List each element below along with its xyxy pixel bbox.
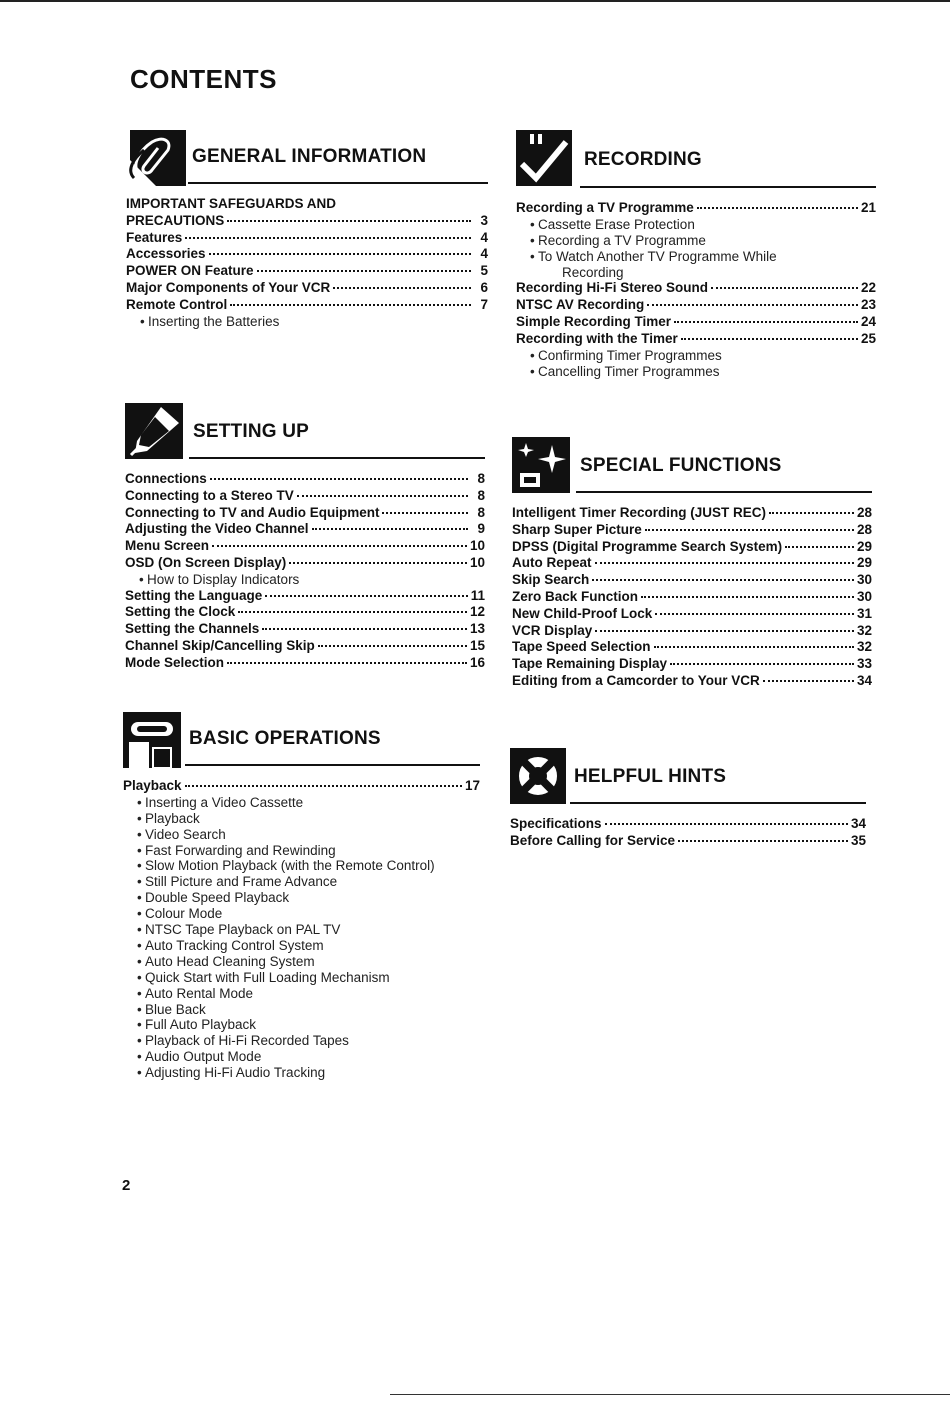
toc-subitem bbox=[516, 348, 876, 364]
toc-subitem bbox=[123, 827, 480, 843]
dot-leader bbox=[605, 823, 848, 825]
toc-subitem-label: Playback of Hi-Fi Recorded Tapes bbox=[145, 1033, 349, 1049]
toc-subitem-label: To Watch Another TV Programme While bbox=[538, 248, 777, 264]
toc-entry[interactable] bbox=[512, 522, 872, 539]
toc-subitem-label: Still Picture and Frame Advance bbox=[145, 874, 338, 890]
dot-leader bbox=[230, 304, 471, 306]
toc-subitem bbox=[516, 217, 876, 233]
dot-leader bbox=[655, 613, 854, 615]
toc-entry[interactable] bbox=[126, 280, 488, 297]
toc-subitem bbox=[516, 249, 876, 265]
dot-leader bbox=[262, 628, 467, 630]
toc-subitem-label: How to Display Indicators bbox=[147, 571, 300, 587]
toc-entry-label: Remote Control bbox=[126, 296, 228, 312]
dot-leader bbox=[333, 287, 471, 289]
toc-entry-page: 12 bbox=[469, 604, 485, 620]
toc-entry[interactable] bbox=[512, 589, 872, 606]
toc-entry[interactable] bbox=[516, 280, 876, 297]
bullet-icon: • bbox=[140, 313, 145, 329]
toc-subitem-label: Auto Tracking Control System bbox=[145, 937, 324, 953]
checkmark-tv-icon bbox=[516, 130, 572, 186]
toc-subitem bbox=[123, 843, 480, 859]
toc-entry-page: 7 bbox=[480, 296, 488, 312]
toc-entry-label: OSD (On Screen Display) bbox=[125, 554, 287, 570]
toc-entry-label: Mode Selection bbox=[125, 654, 225, 670]
section-header bbox=[510, 748, 866, 808]
toc-entry-page: 9 bbox=[477, 521, 485, 537]
bottom-rule bbox=[390, 1394, 950, 1395]
toc-subitem bbox=[123, 1002, 480, 1018]
toc-entry-page: 28 bbox=[856, 521, 872, 537]
toc-entry-label: Connecting to a Stereo TV bbox=[125, 487, 294, 503]
bullet-icon: • bbox=[137, 794, 142, 810]
toc-entry-label: Before Calling for Service bbox=[510, 832, 676, 848]
toc-entry-page: 11 bbox=[470, 587, 485, 603]
bullet-icon: • bbox=[137, 858, 142, 874]
toc-subitem-label: Video Search bbox=[145, 826, 226, 842]
bullet-icon: • bbox=[137, 953, 142, 969]
dot-leader bbox=[595, 630, 854, 632]
toc-entry-label: Accessories bbox=[126, 246, 206, 262]
toc-entry[interactable] bbox=[126, 213, 488, 230]
bullet-icon: • bbox=[137, 842, 142, 858]
toc-entry[interactable] bbox=[125, 555, 485, 572]
toc-subitem-label: Auto Rental Mode bbox=[145, 985, 254, 1001]
bullet-icon: • bbox=[137, 890, 142, 906]
toc-subitem-label: NTSC Tape Playback on PAL TV bbox=[145, 922, 341, 938]
bullet-icon: • bbox=[530, 232, 535, 248]
toc-entry-label: Recording Hi-Fi Stereo Sound bbox=[516, 280, 709, 296]
bullet-icon: • bbox=[137, 874, 142, 890]
toc-subitem bbox=[125, 572, 485, 588]
toc-entry-page: 10 bbox=[469, 538, 485, 554]
toc-entry[interactable] bbox=[516, 314, 876, 331]
toc-entry[interactable] bbox=[126, 263, 488, 280]
section-header bbox=[125, 403, 485, 463]
toc-entry-label: VCR Display bbox=[512, 622, 593, 638]
toc-entry-label: Playback bbox=[123, 778, 182, 793]
toc-subitem bbox=[123, 795, 480, 811]
toc-entry[interactable] bbox=[125, 588, 485, 605]
dot-leader bbox=[210, 478, 468, 480]
screwdriver-icon bbox=[125, 403, 183, 459]
toc-entry-label: Connections bbox=[125, 471, 207, 486]
dot-leader bbox=[763, 680, 854, 682]
bullet-icon: • bbox=[137, 906, 142, 922]
toc-entry-label: Auto Repeat bbox=[512, 555, 592, 571]
toc-entry-page: 22 bbox=[860, 280, 876, 296]
toc-entry-page: 8 bbox=[477, 487, 485, 503]
toc-subitem bbox=[123, 811, 480, 827]
toc-entry-label: Zero Back Function bbox=[512, 588, 639, 604]
bullet-icon: • bbox=[137, 1065, 142, 1081]
toc-entry-page: 30 bbox=[856, 572, 872, 588]
section-special-functions bbox=[512, 437, 872, 690]
dot-leader bbox=[312, 528, 468, 530]
toc-subitem-label: Audio Output Mode bbox=[145, 1049, 262, 1065]
toc-subitem-label: Confirming Timer Programmes bbox=[538, 347, 722, 363]
section-setting-up bbox=[125, 403, 485, 672]
toc-entry[interactable] bbox=[125, 604, 485, 621]
toc-list bbox=[516, 200, 876, 379]
toc-subitem bbox=[123, 922, 480, 938]
toc-entry[interactable] bbox=[512, 639, 872, 656]
toc-subitem-label: Colour Mode bbox=[145, 906, 223, 922]
toc-entry-page: 32 bbox=[856, 622, 872, 638]
toc-subitem bbox=[123, 1049, 480, 1065]
toc-entry[interactable] bbox=[125, 638, 485, 655]
toc-subitem-label: Recording a TV Programme bbox=[538, 232, 706, 248]
toc-entry-page: 6 bbox=[480, 279, 488, 295]
bullet-icon: • bbox=[137, 826, 142, 842]
toc-entry-page: 29 bbox=[856, 555, 872, 571]
toc-entry-page: 3 bbox=[480, 212, 488, 228]
toc-entry-page: 25 bbox=[860, 330, 876, 346]
toc-subitem-label: Playback bbox=[145, 810, 200, 826]
toc-subitem-label: Cancelling Timer Programmes bbox=[538, 363, 720, 379]
toc-subitem bbox=[123, 986, 480, 1002]
dot-leader bbox=[670, 663, 854, 665]
dot-leader bbox=[697, 207, 858, 209]
section-header bbox=[126, 130, 488, 190]
toc-entry[interactable] bbox=[512, 673, 872, 690]
toc-entry-label: Intelligent Timer Recording (JUST REC) bbox=[512, 505, 767, 520]
bullet-icon: • bbox=[137, 1049, 142, 1065]
dot-leader bbox=[647, 304, 858, 306]
toc-entry[interactable] bbox=[126, 246, 488, 263]
toc-entry-label: Tape Speed Selection bbox=[512, 639, 651, 655]
dot-leader bbox=[185, 785, 462, 787]
toc-subitem bbox=[123, 890, 480, 906]
section-general-information bbox=[126, 130, 488, 329]
toc-subitem bbox=[123, 858, 480, 874]
toc-entry-label: Setting the Language bbox=[125, 587, 263, 603]
toc-entry[interactable] bbox=[516, 331, 876, 348]
toc-entry[interactable] bbox=[125, 538, 485, 555]
section-title: GENERAL INFORMATION bbox=[192, 146, 427, 167]
toc-entry-page: 29 bbox=[856, 538, 872, 554]
dot-leader bbox=[257, 270, 471, 272]
toc-entry[interactable] bbox=[512, 505, 872, 522]
toc-entry-label: Features bbox=[126, 229, 183, 245]
dot-leader bbox=[297, 495, 468, 497]
toc-entry-label: New Child-Proof Lock bbox=[512, 605, 653, 621]
bullet-icon: • bbox=[530, 363, 535, 379]
section-header bbox=[512, 437, 872, 497]
toc-entry[interactable] bbox=[125, 488, 485, 505]
toc-entry-label: Tape Remaining Display bbox=[512, 656, 668, 672]
toc-list bbox=[123, 778, 480, 1081]
dot-leader bbox=[674, 321, 858, 323]
toc-entry[interactable] bbox=[510, 816, 866, 833]
bullet-icon: • bbox=[139, 571, 144, 587]
bullet-icon: • bbox=[530, 216, 535, 232]
toc-entry-label: Simple Recording Timer bbox=[516, 314, 672, 330]
dot-leader bbox=[289, 562, 467, 564]
bullet-icon: • bbox=[137, 1001, 142, 1017]
section-basic-operations bbox=[123, 712, 480, 1081]
section-divider bbox=[576, 491, 872, 493]
toc-subitem bbox=[123, 1033, 480, 1049]
toc-entry-label: Setting the Channels bbox=[125, 621, 260, 637]
section-header bbox=[123, 712, 480, 772]
dot-leader bbox=[318, 645, 467, 647]
toc-entry-page: 24 bbox=[860, 314, 876, 330]
toc-list bbox=[126, 196, 488, 329]
toc-entry[interactable] bbox=[516, 200, 876, 217]
toc-entry[interactable] bbox=[125, 521, 485, 538]
toc-subitem-label: Auto Head Cleaning System bbox=[145, 953, 315, 969]
toc-subitem bbox=[123, 970, 480, 986]
toc-entry-page: 31 bbox=[856, 605, 872, 621]
dot-leader bbox=[185, 237, 471, 239]
toc-entry[interactable] bbox=[126, 297, 488, 314]
toc-subitem-label: Double Speed Playback bbox=[145, 890, 290, 906]
section-title: BASIC OPERATIONS bbox=[189, 728, 381, 749]
toc-entry-label: IMPORTANT SAFEGUARDS AND bbox=[126, 196, 336, 211]
bullet-icon: • bbox=[530, 248, 535, 264]
bullet-icon: • bbox=[530, 347, 535, 363]
toc-entry-page: 8 bbox=[477, 471, 485, 486]
toc-subitem-label: Inserting a Video Cassette bbox=[145, 794, 304, 810]
bullet-icon: • bbox=[137, 1033, 142, 1049]
section-title: RECORDING bbox=[584, 149, 702, 170]
section-divider bbox=[189, 457, 485, 459]
toc-entry-page: 28 bbox=[856, 505, 872, 520]
toc-subitem-label: Inserting the Batteries bbox=[148, 313, 280, 329]
section-title: SETTING UP bbox=[193, 421, 310, 442]
toc-entry-page: 34 bbox=[856, 672, 872, 688]
bullet-icon: • bbox=[137, 1017, 142, 1033]
toc-entry[interactable] bbox=[125, 655, 485, 672]
toc-entry-label: DPSS (Digital Programme Search System) bbox=[512, 538, 783, 554]
toc-entry-label: Skip Search bbox=[512, 572, 590, 588]
toc-entry-page: 33 bbox=[856, 656, 872, 672]
toc-subitem-label: Adjusting Hi-Fi Audio Tracking bbox=[145, 1065, 326, 1081]
paperclip-icon bbox=[126, 130, 186, 186]
toc-entry-page: 8 bbox=[477, 504, 485, 520]
dot-leader bbox=[681, 338, 858, 340]
section-divider bbox=[580, 186, 876, 188]
toc-entry-page: 23 bbox=[860, 297, 876, 313]
dot-leader bbox=[227, 220, 471, 222]
toc-subitem bbox=[123, 1017, 480, 1033]
toc-subitem-label: Full Auto Playback bbox=[145, 1017, 257, 1033]
toc-subitem bbox=[123, 938, 480, 954]
toc-entry[interactable] bbox=[512, 572, 872, 589]
toc-entry-label: Sharp Super Picture bbox=[512, 521, 642, 537]
section-divider bbox=[570, 802, 866, 804]
toc-entry-page: 16 bbox=[469, 654, 485, 670]
toc-entry-label: Connecting to TV and Audio Equipment bbox=[125, 504, 380, 520]
toc-subitem bbox=[123, 1065, 480, 1081]
toc-list bbox=[125, 471, 485, 672]
toc-entry-page: 34 bbox=[850, 816, 866, 831]
toc-entry-label: Major Components of Your VCR bbox=[126, 279, 331, 295]
section-header bbox=[516, 130, 876, 190]
section-title: SPECIAL FUNCTIONS bbox=[580, 455, 782, 476]
section-helpful-hints bbox=[510, 748, 866, 850]
section-divider bbox=[185, 764, 480, 766]
dot-leader bbox=[265, 595, 467, 597]
toc-entry[interactable] bbox=[125, 505, 485, 522]
toc-entry-label: Recording with the Timer bbox=[516, 330, 678, 346]
toc-entry-label: Menu Screen bbox=[125, 538, 210, 554]
toc-entry-label: Recording a TV Programme bbox=[516, 200, 694, 215]
toc-entry-label: Channel Skip/Cancelling Skip bbox=[125, 638, 315, 654]
toc-entry[interactable] bbox=[126, 230, 488, 247]
toc-entry-page: 10 bbox=[469, 554, 485, 570]
dot-leader bbox=[711, 287, 858, 289]
toc-entry-page: 4 bbox=[480, 246, 488, 262]
dot-leader bbox=[382, 512, 468, 514]
dot-leader bbox=[641, 596, 854, 598]
section-title: HELPFUL HINTS bbox=[574, 766, 727, 787]
bullet-icon: • bbox=[137, 810, 142, 826]
toc-entry[interactable] bbox=[512, 656, 872, 673]
toc-entry[interactable] bbox=[125, 621, 485, 638]
toc-entry-page: 4 bbox=[480, 229, 488, 245]
sparkle-icon bbox=[512, 437, 570, 493]
toc-entry[interactable] bbox=[123, 778, 480, 795]
dot-leader bbox=[785, 546, 854, 548]
dot-leader bbox=[592, 579, 854, 581]
bullet-icon: • bbox=[137, 937, 142, 953]
dot-leader bbox=[769, 512, 854, 514]
toc-subitem bbox=[123, 874, 480, 890]
toc-entry[interactable] bbox=[125, 471, 485, 488]
toc-subitem bbox=[123, 954, 480, 970]
toc-subitem bbox=[516, 364, 876, 380]
toc-entry-label: Editing from a Camcorder to Your VCR bbox=[512, 672, 760, 688]
top-rule bbox=[0, 0, 950, 2]
toc-entry-page: 35 bbox=[850, 832, 866, 848]
toc-entry[interactable] bbox=[516, 297, 876, 314]
toc-entry[interactable] bbox=[512, 623, 872, 640]
toc-list bbox=[512, 505, 872, 690]
toc-entry-page: 13 bbox=[469, 621, 485, 637]
toc-entry-page: 15 bbox=[469, 638, 485, 654]
toc-subitem bbox=[516, 233, 876, 249]
toc-subitem bbox=[123, 906, 480, 922]
toc-entry-page: 5 bbox=[480, 263, 488, 279]
toc-entry[interactable] bbox=[126, 196, 488, 213]
toc-entry-label: Adjusting the Video Channel bbox=[125, 521, 309, 537]
page-title: CONTENTS bbox=[130, 64, 277, 94]
toc-entry-label: POWER ON Feature bbox=[126, 263, 254, 279]
toc-entry-page: 32 bbox=[856, 639, 872, 655]
toc-subitem-label: Cassette Erase Protection bbox=[538, 216, 695, 232]
dot-leader bbox=[678, 840, 848, 842]
toc-entry-label: PRECAUTIONS bbox=[126, 212, 225, 228]
toc-subitem bbox=[126, 314, 488, 330]
toc-subitem-label: Fast Forwarding and Rewinding bbox=[145, 842, 336, 858]
dot-leader bbox=[227, 662, 467, 664]
toc-entry-page: 30 bbox=[856, 588, 872, 604]
lifebuoy-icon bbox=[510, 748, 566, 804]
toc-list bbox=[510, 816, 866, 850]
toc-entry-label: Setting the Clock bbox=[125, 604, 236, 620]
toc-entry-label: Specifications bbox=[510, 816, 602, 831]
toc-entry-page: 21 bbox=[860, 200, 876, 215]
toc-subitem-continuation: Recording bbox=[562, 264, 624, 280]
toc-entry[interactable] bbox=[512, 606, 872, 623]
bullet-icon: • bbox=[137, 969, 142, 985]
page-number: 2 bbox=[122, 1177, 131, 1194]
toc-entry-label: NTSC AV Recording bbox=[516, 297, 645, 313]
bullet-icon: • bbox=[137, 985, 142, 1001]
bullet-icon: • bbox=[137, 922, 142, 938]
dot-leader bbox=[654, 646, 854, 648]
dot-leader bbox=[209, 253, 471, 255]
dot-leader bbox=[595, 562, 854, 564]
toc-subitem-label: Slow Motion Playback (with the Remote Control) bbox=[145, 858, 435, 874]
toc-entry[interactable] bbox=[512, 539, 872, 556]
dot-leader bbox=[238, 611, 467, 613]
toc-subitem-label: Quick Start with Full Loading Mechanism bbox=[145, 969, 390, 985]
section-recording bbox=[516, 130, 876, 379]
section-divider bbox=[188, 182, 488, 184]
cassette-icon bbox=[123, 712, 181, 768]
toc-entry[interactable] bbox=[512, 555, 872, 572]
toc-subitem-label: Blue Back bbox=[145, 1001, 206, 1017]
dot-leader bbox=[645, 529, 854, 531]
dot-leader bbox=[212, 545, 467, 547]
toc-entry[interactable] bbox=[510, 833, 866, 850]
toc-entry-page: 17 bbox=[464, 778, 480, 793]
